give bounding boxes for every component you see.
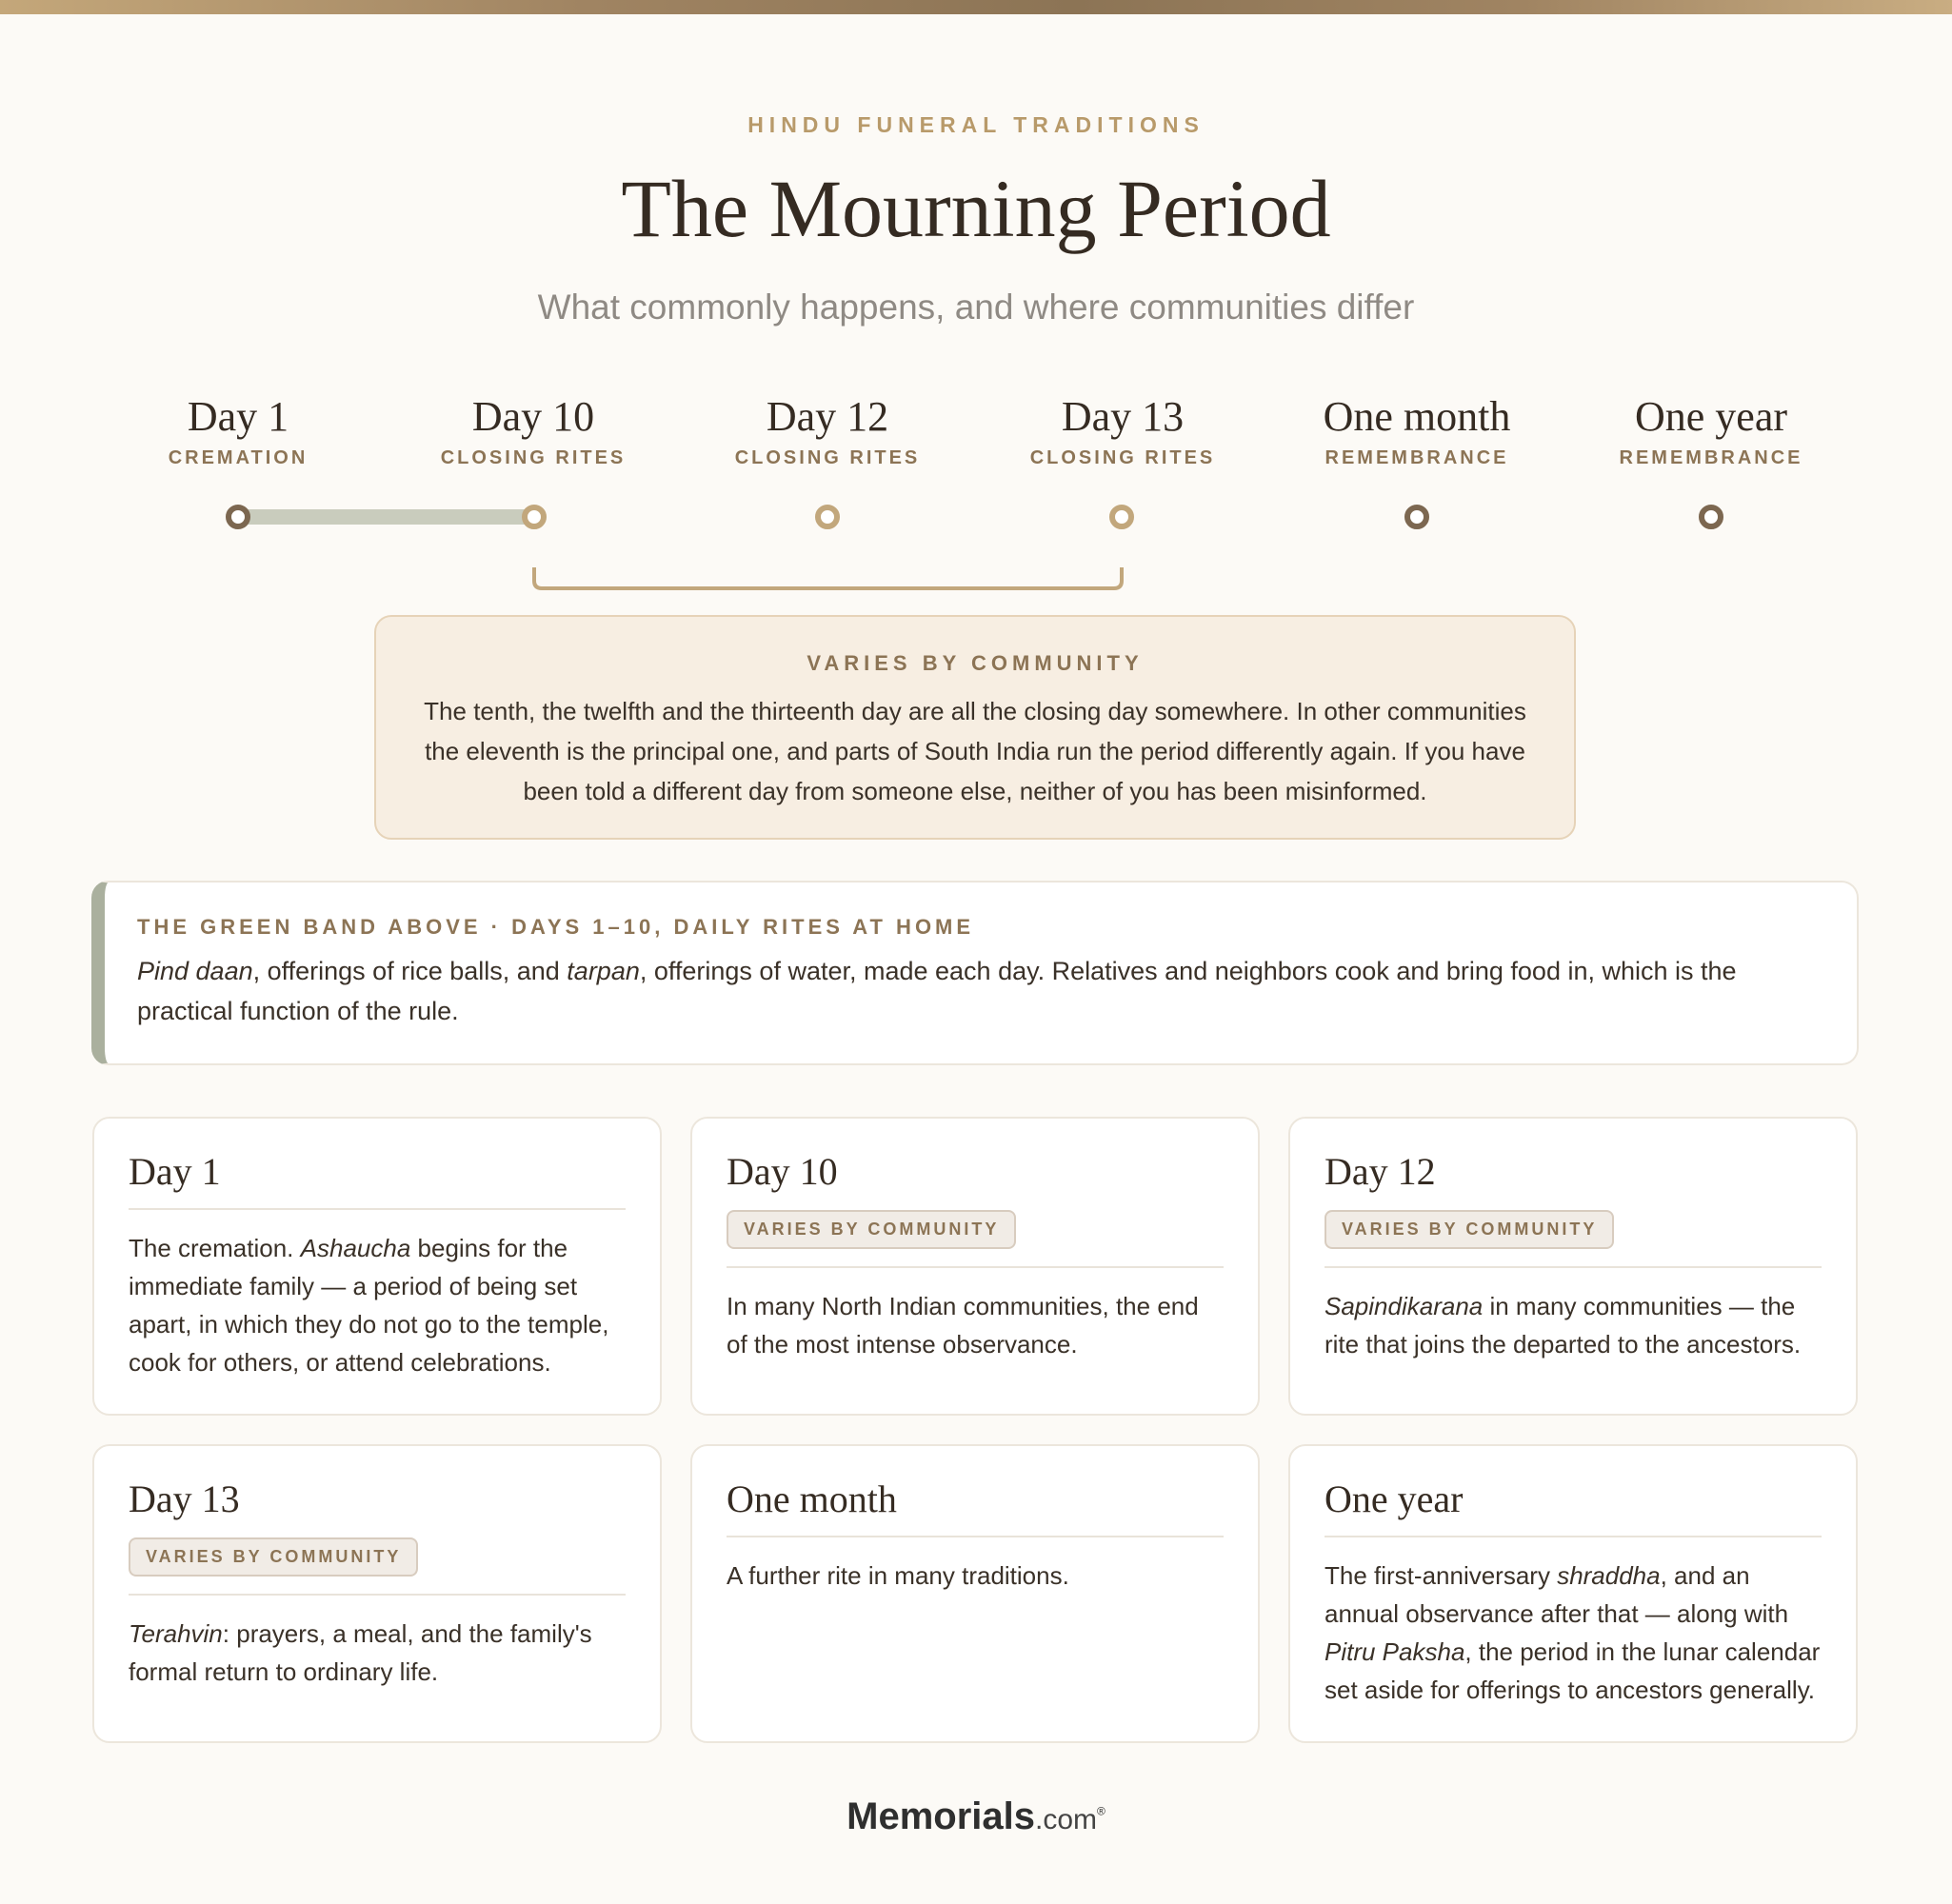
card-divider: [129, 1208, 626, 1210]
card-divider: [727, 1266, 1224, 1268]
varies-callout: [374, 615, 1576, 840]
card-text: [1325, 1287, 1822, 1363]
note-heading: THE GREEN BAND ABOVE · DAYS 1–10, DAILY RITES AT HOME: [137, 915, 975, 939]
card-divider: [129, 1594, 626, 1596]
card-title: One month: [727, 1478, 897, 1520]
card-day-1: [92, 1117, 662, 1416]
stop-sublabel: CLOSING RITES: [734, 447, 921, 469]
callout-heading: VARIES BY COMMUNITY: [807, 651, 1144, 675]
varies-badge: VARIES BY COMMUNITY: [129, 1537, 418, 1577]
term: Pitru Paksha: [1325, 1637, 1465, 1666]
card-day-12: [1288, 1117, 1858, 1416]
timeline-node-one-year: [1702, 507, 1721, 526]
top-accent-bar: [0, 0, 1952, 14]
timeline-stop-one-month: [1274, 394, 1560, 469]
card-text: [129, 1615, 626, 1691]
timeline-stop-day-12: [685, 394, 970, 469]
page-title: The Mourning Period: [621, 163, 1331, 254]
card-text: In many North Indian communities, the end of the most intense observance.: [727, 1292, 1199, 1359]
timeline-stop-one-year: [1568, 394, 1854, 469]
stop-sublabel: CREMATION: [168, 447, 309, 469]
card-divider: [1325, 1536, 1822, 1537]
term: shraddha: [1557, 1561, 1661, 1590]
daily-rites-band: [238, 509, 533, 525]
stop-sublabel: REMEMBRANCE: [1619, 447, 1803, 469]
daily-rites-note: [91, 881, 1859, 1065]
timeline-node-day-1: [229, 507, 248, 526]
stop-label: Day 10: [471, 393, 595, 440]
timeline-stop-day-10: [390, 394, 676, 469]
eyebrow: HINDU FUNERAL TRADITIONS: [747, 112, 1205, 137]
note-body: [137, 951, 1819, 1031]
stop-label: One month: [1323, 393, 1511, 440]
stop-sublabel: CLOSING RITES: [1029, 447, 1216, 469]
card-title: Day 12: [1325, 1150, 1436, 1193]
card-divider: [727, 1536, 1224, 1537]
card-one-month: [690, 1444, 1260, 1743]
logo-tld: .com: [1035, 1804, 1098, 1835]
card-text-part: : prayers, a meal, and the family's formal return to ordinary life.: [129, 1619, 592, 1686]
term: Sapindikarana: [1325, 1292, 1484, 1320]
term: Pind daan: [137, 957, 253, 985]
note-text: , offerings of rice balls, and: [252, 957, 568, 985]
card-text-part: The cremation.: [129, 1234, 301, 1262]
memorials-logo: [0, 1795, 1952, 1838]
callout-body: The tenth, the twelfth and the thirteenth day are all the closing day somewhere. In other communities the eleventh is the principal one, and parts of South India run the period differently again. If you have been told a different day from someone else, neither of you has been misinformed.: [424, 697, 1526, 805]
closing-rites-bracket: [534, 567, 1122, 588]
stop-sublabel: CLOSING RITES: [440, 447, 627, 469]
card-divider: [1325, 1266, 1822, 1268]
term: tarpan: [567, 957, 640, 985]
stop-label: Day 12: [766, 393, 889, 440]
card-title: Day 10: [727, 1150, 838, 1193]
card-title: One year: [1325, 1478, 1464, 1520]
card-text-part: in many communities — the rite that joins the departed to the ancestors.: [1325, 1292, 1802, 1359]
timeline-stop-day-1: [95, 394, 381, 469]
stop-label: Day 1: [187, 393, 289, 440]
varies-badge: VARIES BY COMMUNITY: [1325, 1210, 1614, 1249]
stop-sublabel: REMEMBRANCE: [1325, 447, 1509, 469]
stop-label: Day 13: [1061, 393, 1185, 440]
timeline-stop-day-13: [980, 394, 1265, 469]
stop-label: One year: [1634, 393, 1787, 440]
logo-word: Memorials: [847, 1795, 1035, 1837]
timeline-track: [0, 476, 1952, 600]
timeline-node-day-12: [818, 507, 837, 526]
timeline-node-one-month: [1407, 507, 1426, 526]
card-text: A further rite in many traditions.: [727, 1561, 1069, 1590]
card-title: Day 1: [129, 1150, 221, 1193]
card-day-10: [690, 1117, 1260, 1416]
note-text: , offerings of water, made each day. Relatives and neighbors cook and bring food in, which is the practical function of the rule.: [137, 957, 1737, 1025]
card-text-part: , and an annual observance after that — along with: [1325, 1561, 1789, 1628]
term: Terahvin: [129, 1619, 223, 1648]
card-text-part: begins for the immediate family — a period of being set apart, in which they do not go to the temple, cook for others, or attend celebrations.: [129, 1234, 609, 1377]
card-text: [129, 1229, 626, 1381]
card-one-year: [1288, 1444, 1858, 1743]
page-subtitle: What commonly happens, and where communities differ: [537, 288, 1415, 327]
card-text-part: The first-anniversary: [1325, 1561, 1558, 1590]
registered-mark: ®: [1097, 1804, 1105, 1818]
timeline-node-day-10: [525, 507, 544, 526]
varies-badge: VARIES BY COMMUNITY: [727, 1210, 1016, 1249]
card-day-13: [92, 1444, 662, 1743]
term: Ashaucha: [300, 1234, 411, 1262]
card-title: Day 13: [129, 1478, 240, 1520]
card-text-part: , the period in the lunar calendar set aside for offerings to ancestors generally.: [1325, 1637, 1821, 1704]
card-text: [1325, 1557, 1822, 1709]
timeline-node-day-13: [1112, 507, 1131, 526]
